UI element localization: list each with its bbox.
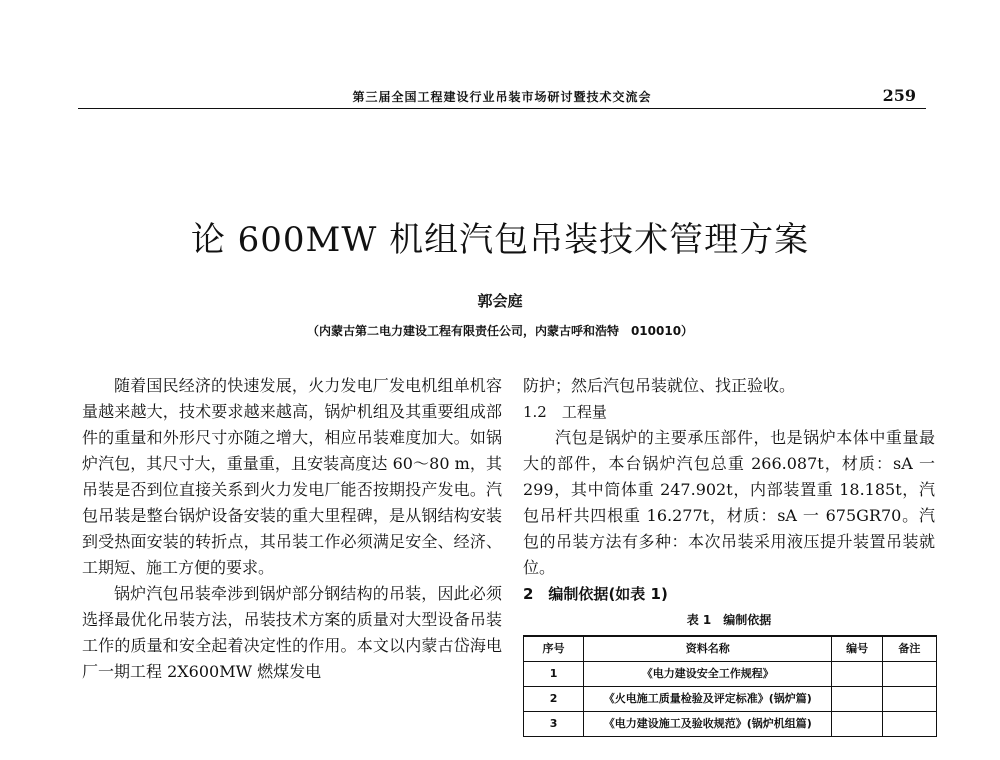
row-document-name: 《电力建设安全工作规程》 [584, 662, 832, 687]
running-head [78, 86, 926, 110]
author-name: 郭会庭 [477, 292, 523, 310]
continuation-text: 防护；然后汽包吊装就位、找正验收。 [523, 376, 796, 395]
header-rule [78, 108, 926, 109]
row-document-name: 《火电施工质量检验及评定标准》(锅炉篇) [584, 687, 832, 712]
intro-paragraph-1: 随着国民经济的快速发展，火力发电厂发电机组单机容量越来越大，技术要求越来越高，锅炉机组及其重要组成部件的重量和外形尺寸亦随之增大，相应吊装难度加大。如锅炉汽包，其尺寸大，重量重，且安装高度达 60～80 m，其吊装是否到位直接关系到火力发电厂能否按期投产发电。汽包吊装是整台锅炉设备安装的重大里程碑，是从钢结构安装到受热面安装的转折点，其吊装工作必须满足安全、经济、工期短、施工方便的要求。 [82, 376, 502, 577]
table-row [524, 662, 937, 687]
right-column [523, 373, 935, 737]
section-heading-basis: 2 编制依据(如表 1) [523, 585, 668, 603]
table-header-row [524, 636, 937, 662]
table-row [524, 687, 937, 712]
row-document-name: 《电力建设施工及验收规范》(锅炉机组篇) [584, 712, 832, 737]
row-index: 2 [524, 687, 584, 712]
author-affiliation: （内蒙古第二电力建设工程有限责任公司，内蒙古呼和浩特 010010） [306, 324, 694, 338]
header-remark: 备注 [882, 636, 936, 662]
basis-table [523, 635, 937, 737]
row-remark [882, 687, 936, 712]
row-code [832, 662, 882, 687]
left-column [82, 373, 502, 685]
row-index: 1 [524, 662, 584, 687]
table-caption: 表 1 编制依据 [686, 613, 772, 627]
page-number: 259 [882, 86, 916, 105]
header-document-name: 资料名称 [584, 636, 832, 662]
subsection-heading-workload: 1.2 工程量 [523, 403, 607, 421]
intro-paragraph-2: 锅炉汽包吊装牵涉到锅炉部分钢结构的吊装，因此必须选择最优化吊装方法，吊装技术方案的质量对大型设备吊装工作的质量和安全起着决定性的作用。本文以内蒙古岱海电厂一期工程 2X600MW 燃煤发电 [82, 584, 502, 681]
row-remark [882, 712, 936, 737]
row-remark [882, 662, 936, 687]
header-index: 序号 [524, 636, 584, 662]
table-row [524, 712, 937, 737]
paper-title: 论 600MW 机组汽包吊装技术管理方案 [190, 220, 810, 260]
conference-name: 第三届全国工程建设行业吊装市场研讨暨技术交流会 [352, 90, 652, 104]
workload-paragraph: 汽包是锅炉的主要承压部件，也是锅炉本体中重量最大的部件，本台锅炉汽包总重 266.087t，材质：sA 一 299，其中筒体重 247.902t，内部装置重 18.185t，汽包吊杆共四根重 16.277t，材质：sA 一 675GR70。汽包的吊装方法有多种：本次吊装采用液压提升装置吊装就位。 [523, 428, 935, 577]
row-code [832, 712, 882, 737]
row-code [832, 687, 882, 712]
row-index: 3 [524, 712, 584, 737]
header-code: 编号 [832, 636, 882, 662]
